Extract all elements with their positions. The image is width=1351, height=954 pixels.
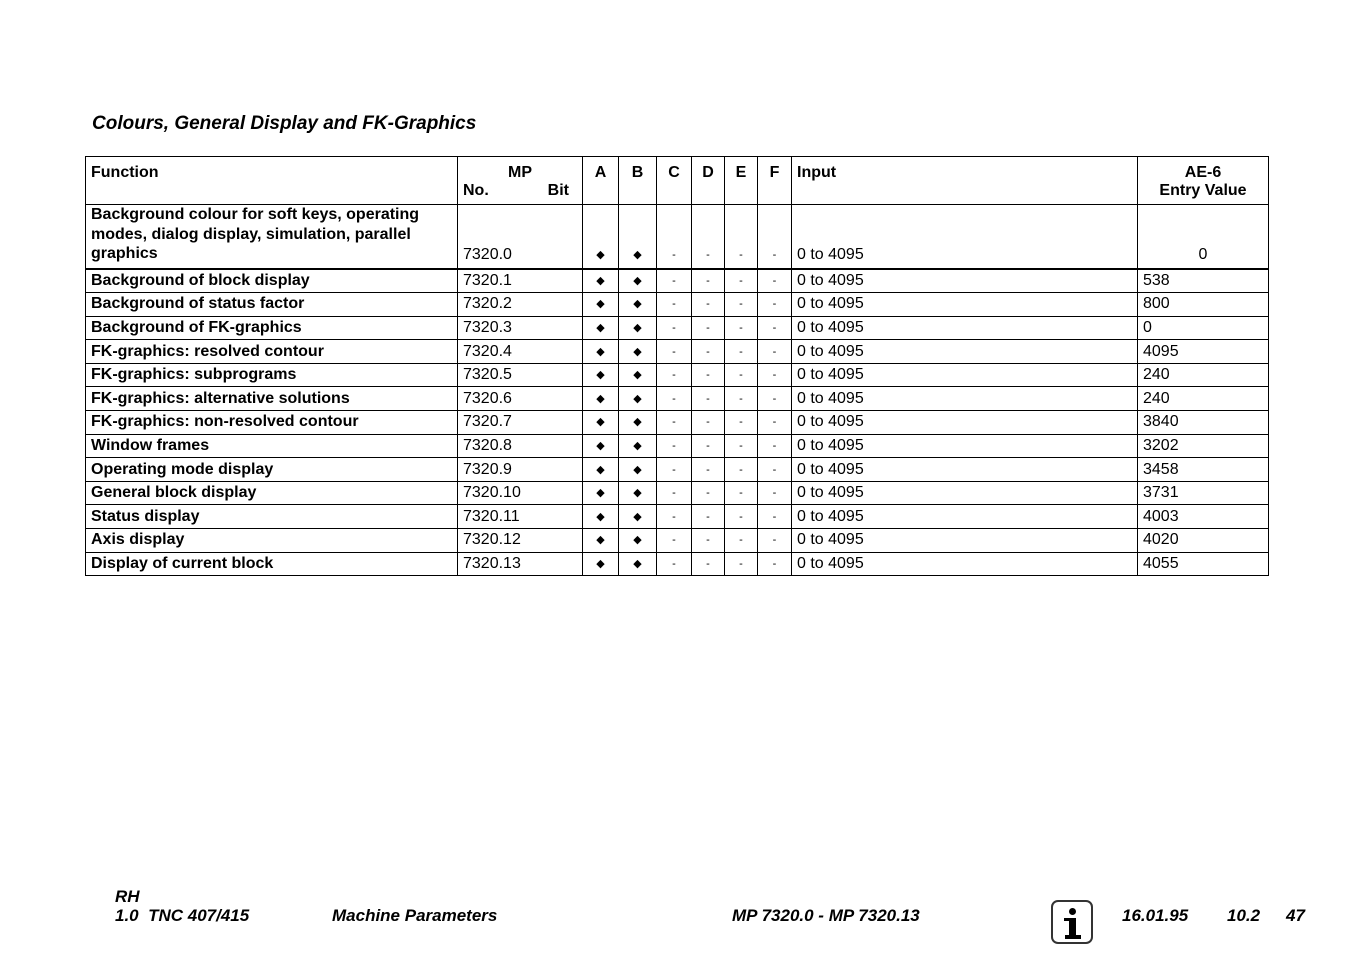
header-mp-no: No.: [463, 182, 489, 199]
section-title: Colours, General Display and FK-Graphics: [92, 113, 477, 134]
cell-f: -: [758, 205, 792, 269]
cell-d: -: [692, 529, 725, 553]
cell-d: -: [692, 434, 725, 458]
cell-ae: 4003: [1138, 505, 1269, 529]
cell-function: Background colour for soft keys, operating modes, dialog display, simulation, parallel graphics: [86, 205, 458, 269]
info-icon: [1051, 900, 1093, 944]
cell-d: -: [692, 458, 725, 482]
cell-b: ◆: [619, 505, 657, 529]
cell-mp: 7320.5: [458, 363, 583, 387]
cell-e: -: [725, 411, 758, 435]
cell-a: ◆: [583, 411, 619, 435]
cell-ae: 538: [1138, 269, 1269, 293]
cell-a: ◆: [583, 316, 619, 340]
cell-function: FK-graphics: alternative solutions: [86, 387, 458, 411]
cell-input: 0 to 4095: [792, 205, 1138, 269]
header-a: A: [583, 157, 619, 205]
cell-b: ◆: [619, 293, 657, 317]
table-row: [86, 205, 1269, 269]
cell-f: -: [758, 340, 792, 364]
table-row: [86, 411, 1269, 435]
cell-function: Axis display: [86, 529, 458, 553]
cell-ae: 240: [1138, 363, 1269, 387]
cell-e: -: [725, 293, 758, 317]
header-c: C: [657, 157, 692, 205]
cell-a: ◆: [583, 529, 619, 553]
cell-c: -: [657, 552, 692, 576]
cell-d: -: [692, 293, 725, 317]
cell-ae: 4055: [1138, 552, 1269, 576]
cell-input: 0 to 4095: [792, 529, 1138, 553]
cell-a: ◆: [583, 458, 619, 482]
cell-ae: 4095: [1138, 340, 1269, 364]
table-row: [86, 458, 1269, 482]
header-mp-bit: Bit: [547, 182, 569, 199]
cell-e: -: [725, 481, 758, 505]
cell-f: -: [758, 269, 792, 293]
cell-function: Background of block display: [86, 269, 458, 293]
header-mp: [458, 157, 583, 205]
cell-ae: 3840: [1138, 411, 1269, 435]
cell-mp: 7320.7: [458, 411, 583, 435]
cell-mp: 7320.11: [458, 505, 583, 529]
cell-c: -: [657, 293, 692, 317]
cell-b: ◆: [619, 316, 657, 340]
cell-c: -: [657, 458, 692, 482]
cell-f: -: [758, 552, 792, 576]
cell-e: -: [725, 269, 758, 293]
cell-input: 0 to 4095: [792, 434, 1138, 458]
table-row: [86, 552, 1269, 576]
cell-d: -: [692, 505, 725, 529]
cell-input: 0 to 4095: [792, 269, 1138, 293]
cell-c: -: [657, 387, 692, 411]
cell-mp: 7320.0: [458, 205, 583, 269]
cell-ae: 3202: [1138, 434, 1269, 458]
header-function: Function: [86, 157, 458, 205]
cell-c: -: [657, 205, 692, 269]
cell-function: FK-graphics: resolved contour: [86, 340, 458, 364]
cell-input: 0 to 4095: [792, 481, 1138, 505]
cell-f: -: [758, 481, 792, 505]
cell-function: Display of current block: [86, 552, 458, 576]
cell-a: ◆: [583, 552, 619, 576]
cell-b: ◆: [619, 363, 657, 387]
header-d: D: [692, 157, 725, 205]
cell-function: Status display: [86, 505, 458, 529]
cell-d: -: [692, 411, 725, 435]
cell-input: 0 to 4095: [792, 363, 1138, 387]
cell-d: -: [692, 552, 725, 576]
cell-c: -: [657, 529, 692, 553]
cell-ae: 3458: [1138, 458, 1269, 482]
cell-f: -: [758, 505, 792, 529]
cell-mp: 7320.9: [458, 458, 583, 482]
cell-d: -: [692, 363, 725, 387]
cell-b: ◆: [619, 458, 657, 482]
table-row: [86, 363, 1269, 387]
cell-input: 0 to 4095: [792, 293, 1138, 317]
cell-a: ◆: [583, 205, 619, 269]
cell-mp: 7320.13: [458, 552, 583, 576]
table-row: [86, 481, 1269, 505]
cell-ae: 3731: [1138, 481, 1269, 505]
header-ae: [1138, 157, 1269, 205]
cell-function: General block display: [86, 481, 458, 505]
cell-function: FK-graphics: non-resolved contour: [86, 411, 458, 435]
cell-e: -: [725, 387, 758, 411]
cell-c: -: [657, 269, 692, 293]
cell-ae: 240: [1138, 387, 1269, 411]
cell-d: -: [692, 316, 725, 340]
cell-b: ◆: [619, 434, 657, 458]
cell-c: -: [657, 316, 692, 340]
header-ae-line1: AE-6: [1184, 164, 1222, 181]
cell-input: 0 to 4095: [792, 458, 1138, 482]
cell-mp: 7320.1: [458, 269, 583, 293]
cell-b: ◆: [619, 481, 657, 505]
cell-a: ◆: [583, 387, 619, 411]
cell-f: -: [758, 363, 792, 387]
cell-c: -: [657, 363, 692, 387]
cell-d: -: [692, 205, 725, 269]
cell-b: ◆: [619, 387, 657, 411]
cell-mp: 7320.12: [458, 529, 583, 553]
cell-e: -: [725, 458, 758, 482]
cell-a: ◆: [583, 434, 619, 458]
cell-a: ◆: [583, 269, 619, 293]
footer-page: 47: [1286, 906, 1305, 925]
header-b: B: [619, 157, 657, 205]
cell-mp: 7320.6: [458, 387, 583, 411]
table-row: [86, 340, 1269, 364]
footer-date: 16.01.95: [1122, 906, 1189, 925]
cell-a: ◆: [583, 505, 619, 529]
table-row: [86, 505, 1269, 529]
machine-parameters-table: [85, 156, 1269, 576]
table-header-row: [86, 157, 1269, 205]
cell-function: Background of FK-graphics: [86, 316, 458, 340]
table-row: [86, 434, 1269, 458]
cell-input: 0 to 4095: [792, 552, 1138, 576]
table-row: [86, 316, 1269, 340]
cell-input: 0 to 4095: [792, 340, 1138, 364]
cell-function: Operating mode display: [86, 458, 458, 482]
cell-c: -: [657, 481, 692, 505]
table-row: [86, 387, 1269, 411]
cell-e: -: [725, 205, 758, 269]
cell-mp: 7320.10: [458, 481, 583, 505]
cell-e: -: [725, 529, 758, 553]
table-row: [86, 529, 1269, 553]
cell-c: -: [657, 340, 692, 364]
header-f: F: [758, 157, 792, 205]
cell-e: -: [725, 316, 758, 340]
footer-chapter: 10.2: [1227, 906, 1261, 925]
cell-f: -: [758, 293, 792, 317]
cell-function: FK-graphics: subprograms: [86, 363, 458, 387]
header-input: Input: [792, 157, 1138, 205]
cell-f: -: [758, 387, 792, 411]
table-row: [86, 293, 1269, 317]
cell-d: -: [692, 269, 725, 293]
table-row: [86, 269, 1269, 293]
cell-b: ◆: [619, 205, 657, 269]
cell-input: 0 to 4095: [792, 505, 1138, 529]
cell-f: -: [758, 458, 792, 482]
cell-e: -: [725, 340, 758, 364]
cell-c: -: [657, 411, 692, 435]
cell-d: -: [692, 481, 725, 505]
cell-c: -: [657, 434, 692, 458]
cell-b: ◆: [619, 340, 657, 364]
cell-mp: 7320.2: [458, 293, 583, 317]
header-e: E: [725, 157, 758, 205]
cell-f: -: [758, 529, 792, 553]
cell-function: Background of status factor: [86, 293, 458, 317]
cell-ae: 4020: [1138, 529, 1269, 553]
cell-d: -: [692, 387, 725, 411]
cell-input: 0 to 4095: [792, 316, 1138, 340]
cell-b: ◆: [619, 552, 657, 576]
cell-mp: 7320.4: [458, 340, 583, 364]
header-mp-label: MP: [508, 164, 532, 181]
header-ae-line2: Entry Value: [1159, 182, 1247, 199]
footer-version-model: 1.0 TNC 407/415: [115, 906, 250, 925]
cell-ae: 800: [1138, 293, 1269, 317]
cell-e: -: [725, 552, 758, 576]
cell-b: ◆: [619, 529, 657, 553]
cell-e: -: [725, 434, 758, 458]
cell-c: -: [657, 505, 692, 529]
cell-mp: 7320.3: [458, 316, 583, 340]
cell-b: ◆: [619, 269, 657, 293]
cell-b: ◆: [619, 411, 657, 435]
cell-a: ◆: [583, 293, 619, 317]
cell-mp: 7320.8: [458, 434, 583, 458]
footer-range: MP 7320.0 - MP 7320.13: [732, 906, 920, 925]
cell-input: 0 to 4095: [792, 411, 1138, 435]
footer-author: RH: [115, 887, 140, 906]
cell-e: -: [725, 505, 758, 529]
cell-f: -: [758, 434, 792, 458]
cell-ae: 0: [1138, 205, 1269, 269]
cell-f: -: [758, 316, 792, 340]
cell-a: ◆: [583, 340, 619, 364]
cell-input: 0 to 4095: [792, 387, 1138, 411]
cell-function: Window frames: [86, 434, 458, 458]
cell-a: ◆: [583, 363, 619, 387]
cell-f: -: [758, 411, 792, 435]
cell-e: -: [725, 363, 758, 387]
footer-section: Machine Parameters: [332, 906, 498, 925]
cell-d: -: [692, 340, 725, 364]
cell-a: ◆: [583, 481, 619, 505]
cell-ae: 0: [1138, 316, 1269, 340]
